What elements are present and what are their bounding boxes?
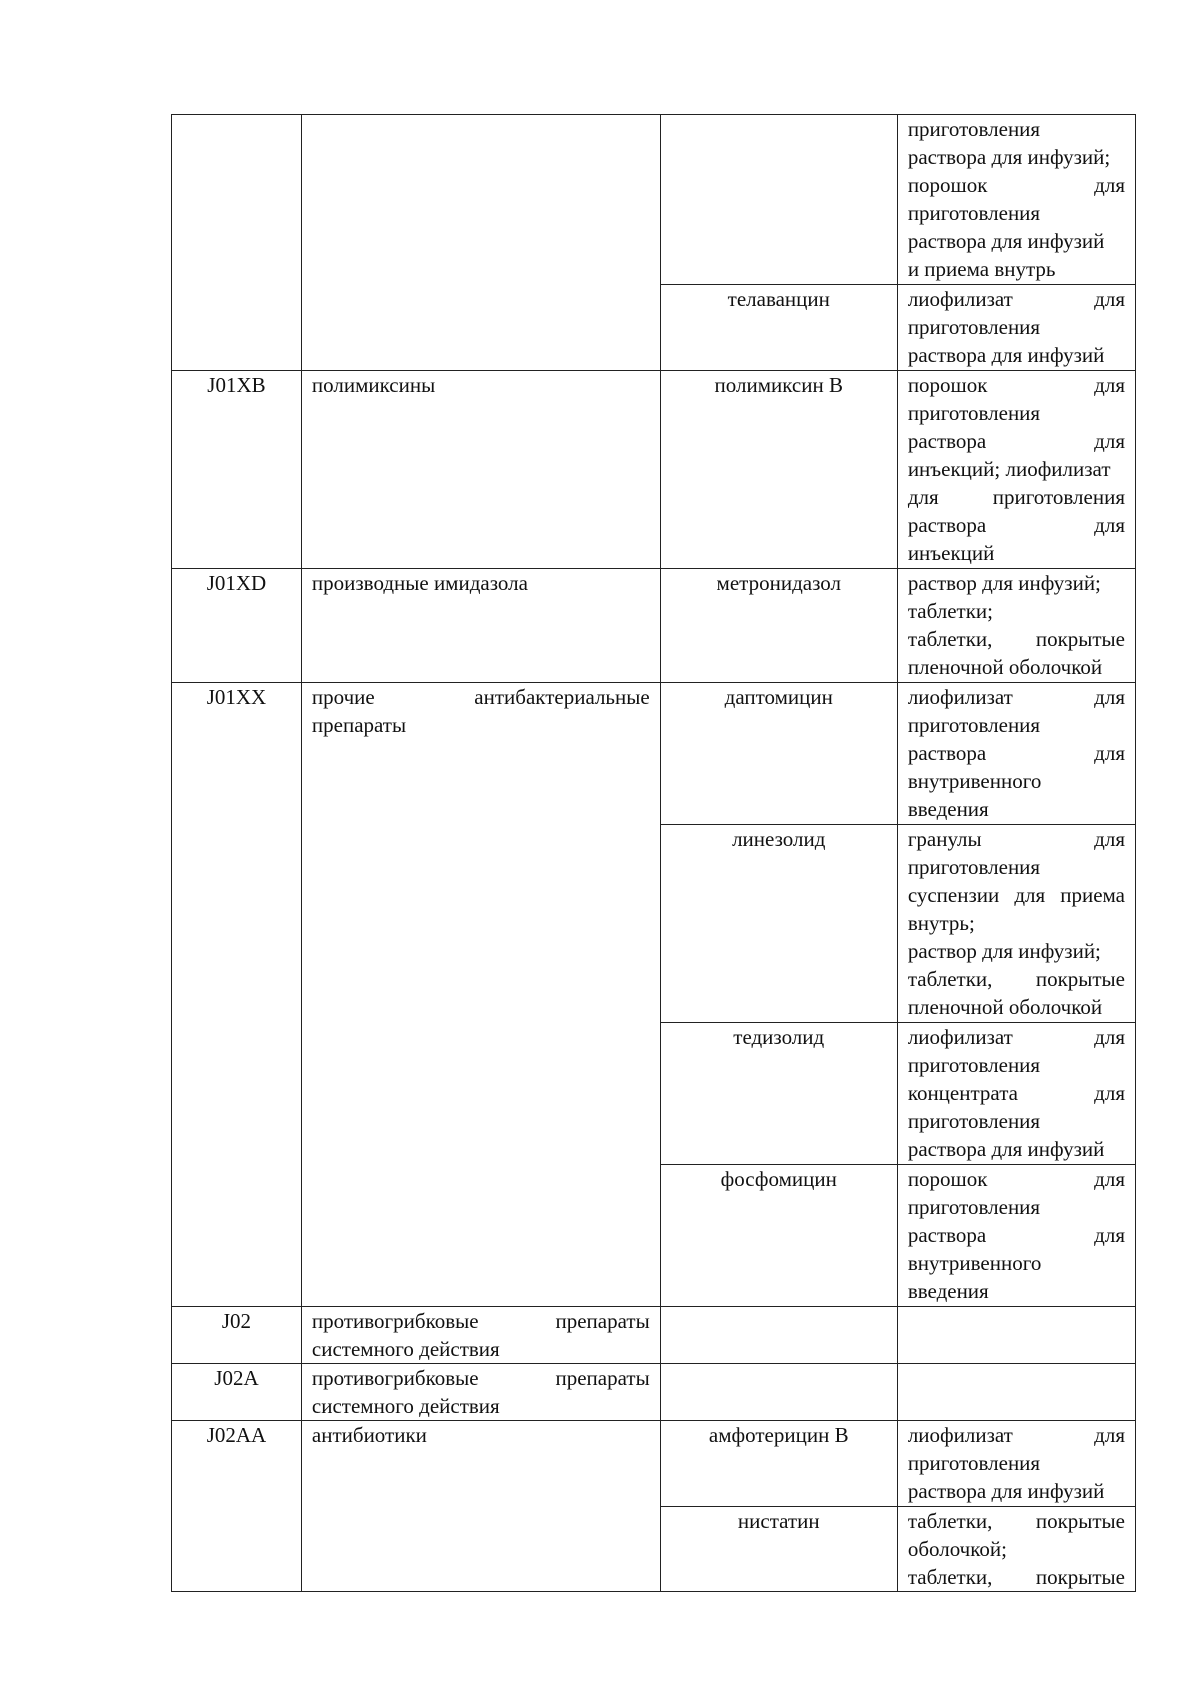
form-cell bbox=[897, 1421, 1135, 1507]
form-line: приготовления bbox=[907, 401, 1041, 425]
form-line: таблетки, покрытые bbox=[907, 1565, 1125, 1589]
form-cell bbox=[897, 1507, 1135, 1592]
form-cell bbox=[897, 1165, 1135, 1307]
group-cell: полимиксины bbox=[301, 371, 660, 569]
form-line: гранулы для bbox=[907, 827, 1125, 851]
code-cell bbox=[172, 115, 302, 371]
form-line: порошок для bbox=[907, 373, 1125, 397]
form-line: введения bbox=[907, 1279, 989, 1303]
form-cell bbox=[897, 683, 1135, 825]
table-row bbox=[172, 1307, 1136, 1364]
form-line: внутривенного bbox=[907, 1251, 1042, 1275]
form-cell bbox=[897, 825, 1135, 1023]
form-line: порошок для bbox=[907, 1167, 1125, 1191]
drug-table bbox=[171, 114, 1136, 1592]
form-line: введения bbox=[907, 797, 989, 821]
form-line: раствора для инфузий bbox=[907, 229, 1105, 253]
drug-cell bbox=[660, 1307, 897, 1364]
form-line: приготовления bbox=[907, 1053, 1041, 1077]
form-line: раствора для инфузий bbox=[907, 1479, 1105, 1503]
code-cell: J02A bbox=[172, 1364, 302, 1421]
table-row bbox=[172, 1421, 1136, 1507]
form-line: лиофилизат для bbox=[907, 1025, 1125, 1049]
form-line: внутривенного bbox=[907, 769, 1042, 793]
form-cell bbox=[897, 1023, 1135, 1165]
form-line: лиофилизат для bbox=[907, 1423, 1125, 1447]
form-line: раствора для инфузий bbox=[907, 1137, 1105, 1161]
form-line: таблетки; bbox=[907, 599, 993, 623]
form-line: раствора для bbox=[907, 429, 1125, 453]
drug-cell: метронидазол bbox=[660, 569, 897, 683]
form-cell bbox=[897, 285, 1135, 371]
code-cell: J01XB bbox=[172, 371, 302, 569]
code-cell: J01XX bbox=[172, 683, 302, 1307]
drug-cell bbox=[660, 285, 897, 371]
form-line: таблетки, покрытые bbox=[907, 967, 1125, 991]
code-cell: J02 bbox=[172, 1307, 302, 1364]
group-cell bbox=[301, 115, 660, 371]
group-cell: противогрибковые препараты системного действия bbox=[301, 1364, 660, 1421]
form-line: приготовления bbox=[907, 713, 1041, 737]
code-cell: J02AA bbox=[172, 1421, 302, 1592]
form-line: раствор для инфузий; bbox=[907, 939, 1101, 963]
drug-cell bbox=[660, 115, 897, 285]
form-line: таблетки, покрытые bbox=[907, 627, 1125, 651]
form-line: раствор для инфузий; bbox=[907, 571, 1101, 595]
form-line: приготовления bbox=[907, 1195, 1041, 1219]
form-line: для приготовления bbox=[907, 485, 1125, 509]
form-cell bbox=[897, 115, 1135, 285]
form-line: приготовления bbox=[907, 855, 1041, 879]
table-row bbox=[172, 1364, 1136, 1421]
drug-cell: тедизолид bbox=[660, 1023, 897, 1165]
group-cell: прочие антибактериальные препараты bbox=[301, 683, 660, 1307]
code-cell: J01XD bbox=[172, 569, 302, 683]
drug-cell: полимиксин В bbox=[660, 371, 897, 569]
form-line: раствора для bbox=[907, 1223, 1125, 1247]
form-line: раствора для bbox=[907, 741, 1125, 765]
form-line: раствора для инфузий bbox=[907, 343, 1105, 367]
form-line: пленочной оболочкой bbox=[907, 655, 1103, 679]
table-row bbox=[172, 569, 1136, 683]
form-line: лиофилизат для bbox=[907, 287, 1125, 311]
form-line: раствора для инфузий; bbox=[907, 145, 1111, 169]
form-line: приготовления bbox=[907, 201, 1041, 225]
form-line: и приема внутрь bbox=[907, 257, 1056, 281]
form-line: суспензии для приема bbox=[907, 883, 1125, 907]
group-cell: производные имидазола bbox=[301, 569, 660, 683]
form-line: оболочкой; bbox=[907, 1537, 1007, 1561]
form-line: приготовления bbox=[907, 1109, 1041, 1133]
form-cell bbox=[897, 1364, 1135, 1421]
form-line: пленочной оболочкой bbox=[907, 995, 1103, 1019]
drug-cell: линезолид bbox=[660, 825, 897, 1023]
form-line: приготовления bbox=[907, 117, 1041, 141]
form-line: раствора для bbox=[907, 513, 1125, 537]
group-cell: противогрибковые препараты системного действия bbox=[301, 1307, 660, 1364]
form-cell bbox=[897, 371, 1135, 569]
document-page bbox=[171, 114, 1136, 1592]
form-line: инъекций bbox=[907, 541, 995, 565]
form-cell bbox=[897, 1307, 1135, 1364]
form-line: концентрата для bbox=[907, 1081, 1125, 1105]
drug-cell: амфотерицин В bbox=[660, 1421, 897, 1507]
drug-cell: фосфомицин bbox=[660, 1165, 897, 1307]
drug-cell bbox=[660, 1364, 897, 1421]
drug-cell: даптомицин bbox=[660, 683, 897, 825]
form-cell bbox=[897, 569, 1135, 683]
table-row bbox=[172, 683, 1136, 825]
form-line: приготовления bbox=[907, 1451, 1041, 1475]
form-line: таблетки, покрытые bbox=[907, 1509, 1125, 1533]
form-line: порошок для bbox=[907, 173, 1125, 197]
form-line: внутрь; bbox=[907, 911, 975, 935]
table-row bbox=[172, 371, 1136, 569]
group-cell: антибиотики bbox=[301, 1421, 660, 1592]
form-line: лиофилизат для bbox=[907, 685, 1125, 709]
drug-cell: нистатин bbox=[660, 1507, 897, 1592]
drug-name: телаванцин bbox=[727, 287, 830, 311]
form-line: инъекций; лиофилизат bbox=[907, 457, 1111, 481]
form-line: приготовления bbox=[907, 315, 1041, 339]
table-row bbox=[172, 115, 1136, 285]
